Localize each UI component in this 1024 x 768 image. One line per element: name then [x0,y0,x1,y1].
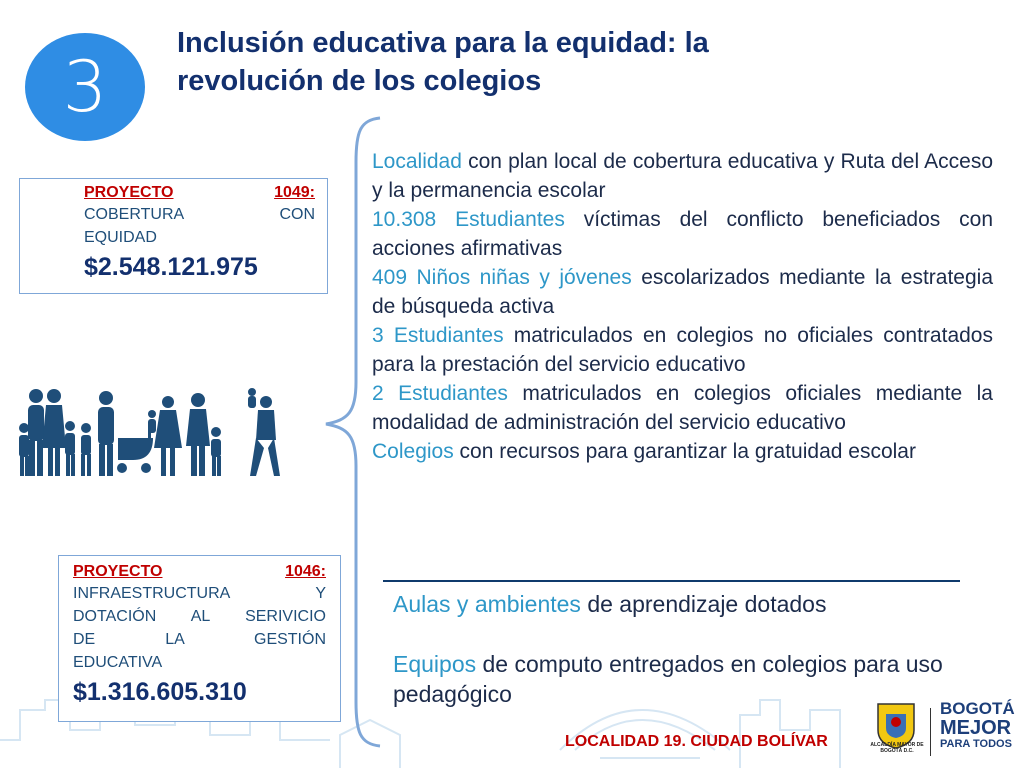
list-item [372,321,993,379]
family-pictogram-icon [18,388,308,483]
highlight-text: 10.308 Estudiantes [372,208,565,231]
highlight-text: Aulas y ambientes [393,591,581,617]
page-title: Inclusión educativa para la equidad: la revolución de los colegios [177,27,709,97]
project-1049-description: COBERTURA CON [84,206,315,223]
brand-line1: BOGOTÁ [940,699,1015,718]
logo-separator [930,708,931,756]
project-1046-description-line4: EDUCATIVA [73,654,163,671]
item-text: matriculados en colegios no oficiales contratados para la prestación del servicio educativo [372,324,993,376]
project-1046-amount: $1.316.605.310 [73,678,247,706]
highlight-text: 409 Niños niñas y jóvenes [372,266,632,289]
brand-line3: PARA TODOS [940,738,1012,750]
list-item [372,147,993,205]
item-text: matriculados en colegios oficiales mediante la modalidad de administración del servicio educativo [372,382,993,434]
project-1046-description-line2: DOTACIÓN AL SERIVICIO [73,608,326,625]
item-text: escolarizados mediante la estrategia de búsqueda activa [372,266,993,318]
highlight-text: 3 Estudiantes [372,324,504,347]
list-item [372,437,993,466]
highlight-text: Colegios [372,440,454,463]
outcomes-list [393,589,993,709]
project-1046-header [73,562,326,582]
project-1049-number: 1049: [274,184,315,201]
item-text: víctimas del conflicto beneficiados con acciones afirmativas [372,208,993,260]
item-text: de computo entregados en colegios para uso pedagógico [393,651,943,707]
list-item [372,263,993,321]
item-text: con recursos para garantizar la gratuidad escolar [453,440,916,463]
brand-line2: MEJOR [940,717,1012,739]
project-1049-card [19,178,328,294]
project-1046-card [58,555,341,722]
seal-caption: ALCALDÍA MAYOR DE BOGOTÁ D.C. [870,742,924,754]
achievements-list [372,147,993,466]
project-1049-amount: $2.548.121.975 [84,253,258,281]
highlight-text: 2 Estudiantes [372,382,508,405]
project-1049-label: PROYECTO [84,184,174,201]
item-text: con plan local de cobertura educativa y Ruta del Acceso y la permanencia escolar [372,150,993,202]
project-1049-header [84,183,315,203]
project-1049-description-end: EQUIDAD [84,229,157,246]
highlight-text: Localidad [372,150,462,173]
list-item [372,379,993,437]
section-divider [383,580,960,582]
footer-locality: LOCALIDAD 19. CIUDAD BOLÍVAR [565,733,828,750]
project-1046-number: 1046: [285,563,326,580]
highlight-text: Equipos [393,651,483,677]
bogota-mejor-logo [940,700,1020,750]
section-number-badge: 3 [25,33,145,141]
item-text: de aprendizaje dotados [580,591,827,617]
list-item [393,589,993,619]
project-1046-description-line3: DE LA GESTIÓN [73,631,326,648]
list-item [372,205,993,263]
project-1046-label: PROYECTO [73,563,163,580]
project-1046-description-line1: INFRAESTRUCTURA Y [73,585,326,602]
